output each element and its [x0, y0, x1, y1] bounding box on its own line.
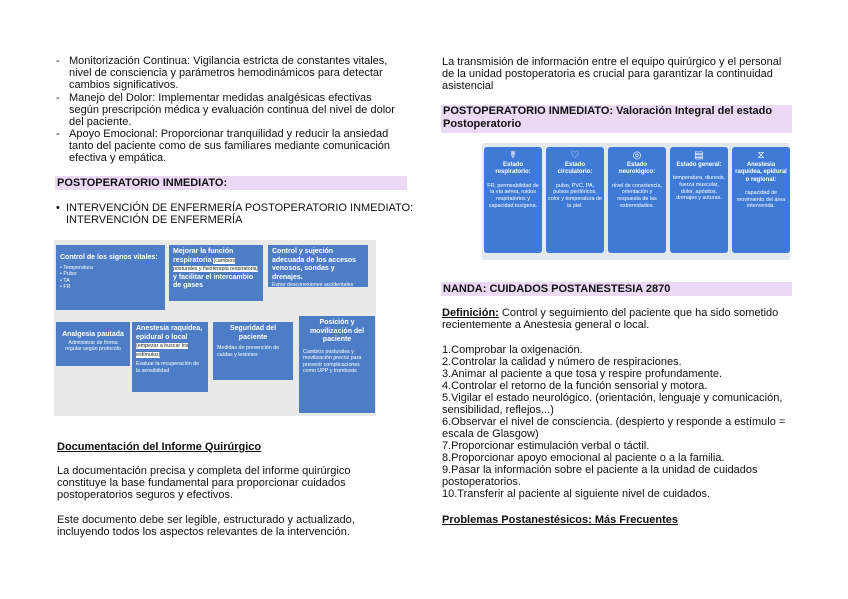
intervention-line: INTERVENCIÓN DE ENFERMERÍA — [66, 214, 243, 226]
dash-bullet: - — [56, 92, 60, 104]
assessment-cards-diagram — [482, 143, 790, 260]
dash-bullet: - — [56, 55, 60, 67]
list-item: 10.Transferir al paciente al siguiente nivel de cuidados. — [442, 488, 711, 500]
card-title: Estado neurológico: — [618, 162, 656, 176]
doc-paragraph-line: constituye la base fundamental para proporcionar cuidados — [57, 477, 346, 489]
vital-item: • Temperatura — [60, 264, 93, 271]
bullet-line: efectiva y empática. — [69, 152, 167, 164]
dash-bullet: - — [56, 128, 60, 140]
venous-access-title: Control y sujeción adecuada de los accesos venosos, sondas y drenajes. — [272, 248, 357, 281]
bullet-line: cambios significativos. — [69, 79, 179, 91]
lungs-icon: ☤ — [509, 150, 517, 161]
bullet-line: Manejo del Dolor: Implementar medidas analgésicas efectivas — [69, 92, 372, 104]
card-sub: pulso, PVC, PA, pulsos periféricos, color y temperatura de la piel. — [548, 182, 602, 209]
problems-heading: Problemas Postanestésicos: Más Frecuentes — [442, 514, 678, 526]
position-sub: Cambios posturales y movilización precoz para prevenir complicaciones como UPP y trombosis — [303, 348, 362, 375]
brain-icon: ◎ — [632, 150, 642, 161]
list-item: 9.Pasar la información sobre el paciente a la unidad de cuidados — [442, 464, 758, 476]
definition-line: Definición: Control y seguimiento del paciente que ha sido sometido — [442, 307, 779, 319]
list-item: 1.Comprobar la oxigenación. — [442, 344, 583, 356]
clipboard-icon: ▤ — [694, 150, 704, 161]
bullet-line: Apoyo Emocional: Proporcionar tranquilidad y reducir la ansiedad — [69, 128, 389, 140]
card-neurological — [608, 147, 666, 253]
analgesia-title: Analgesia pautada — [62, 331, 124, 338]
bullet-line: tanto del paciente como de sus familiares mediante comunicación — [69, 140, 391, 152]
nursing-intervention-diagram — [54, 240, 376, 416]
list-item: 6.Observar el nivel de consciencia. (despierto y responde a estímulo = — [442, 416, 786, 428]
intervention-line: INTERVENCIÓN DE ENFERMERÍA POSTOPERATORIO INMEDIATO: — [66, 202, 414, 214]
list-item: postoperatorios. — [442, 476, 521, 488]
spine-icon: ⧖ — [757, 150, 765, 161]
anesthesia-title: Anestesia raquídea, epidural o local (empezar a buscar los estímulos) — [136, 325, 203, 358]
list-item: 5.Vigilar el estado neurológico. (orientación, lenguaje y comunicación, — [442, 392, 783, 404]
anesthesia-box — [132, 322, 208, 392]
doc-paragraph-line: La documentación precisa y completa del informe quirúrgico — [57, 465, 351, 477]
analgesia-box — [56, 322, 130, 366]
definition-line: recientemente a Anestesia general o local. — [442, 319, 650, 331]
intro-line: La transmisión de información entre el equipo quirúrgico y el personal — [442, 56, 782, 68]
vital-signs-box — [56, 245, 165, 310]
list-item: 2.Controlar la calidad y número de respiraciones. — [442, 356, 682, 368]
list-item: 4.Controlar el retorno de la función sensorial y motora. — [442, 380, 708, 392]
list-item: 3.Animar al paciente a que tosa y respire profundamente. — [442, 368, 723, 380]
heading-valoracion-integral: POSTOPERATORIO INMEDIATO: Valoración Integral del estado Postoperatorio — [441, 105, 792, 133]
doc-paragraph-line: Este documento debe ser legible, estructurado y actualizado, — [57, 514, 355, 526]
doc-paragraph-line: incluyendo todos los aspectos relevantes de la intervención. — [57, 526, 350, 538]
list-item: sensibilidad, reflejos...) — [442, 404, 554, 416]
list-item: 8.Proporcionar apoyo emocional al paciente o a la familia. — [442, 452, 725, 464]
heading-nanda: NANDA: CUIDADOS POSTANESTESIA 2870 — [441, 282, 792, 296]
card-sub: nivel de consciencia, orientación y respuesta de las extremidades. — [612, 182, 662, 209]
card-title: Anestesia raquídea, epidural o regional: — [735, 162, 787, 183]
card-title: Estado respiratorio: — [495, 162, 531, 176]
safety-sub: Medidas de prevención de caídas y lesiones — [217, 345, 280, 358]
list-item: 7.Proporcionar estimulación verbal o táctil. — [442, 440, 650, 452]
card-title: Estado circulatorio: — [557, 162, 593, 176]
respiratory-title: Mejorar la función respiratoria (cambios posturales y fisioterapia respiratoria) y facilitar el intercambio de gases — [173, 248, 259, 289]
position-box — [299, 316, 375, 413]
card-sub: capacidad de movimiento del área intervenida. — [736, 190, 786, 210]
analgesia-sub: Administrar de forma regular según protocolo — [65, 339, 121, 353]
card-respiratory — [484, 147, 542, 253]
bullet-dot: • — [56, 202, 60, 214]
vital-item: • Pulso — [60, 271, 77, 278]
safety-title: Seguridad del paciente — [229, 325, 277, 341]
anesthesia-sub: Evaluar la recuperación de la sensibilidad — [136, 361, 200, 374]
intro-line: de la unidad postoperatoria es crucial para garantizar la continuidad — [442, 68, 773, 80]
bullet-line: del paciente. — [69, 116, 132, 128]
card-general — [670, 147, 728, 253]
bullet-line: Monitorización Continua: Vigilancia estricta de constantes vitales, — [69, 55, 388, 67]
vital-item: • FR — [60, 284, 71, 291]
bullet-line: nivel de consciencia y parámetros hemodinámicos para detectar — [69, 67, 383, 79]
card-sub: FR, permeabilidad de la vía aérea, ruidos respiratorios y capacidad tusígena. — [487, 182, 539, 209]
venous-access-sub: Evitar desconexiones accidentales — [272, 282, 354, 287]
respiratory-box — [169, 245, 263, 301]
doc-paragraph-line: postoperatorios seguros y efectivos. — [57, 489, 234, 501]
safety-box — [213, 322, 293, 380]
card-title: Estado general: — [676, 162, 722, 168]
venous-access-box — [268, 245, 368, 287]
intro-line: asistencial — [442, 80, 494, 92]
position-title: Posición y movilización del paciente — [309, 319, 365, 343]
card-sub: temperatura, diuresis, fuerza muscular, dolor, apósitos, drenajes y suturas. — [672, 175, 726, 202]
card-anesthesia — [732, 147, 790, 253]
vital-signs-title: Control de los signos vitales: — [60, 254, 158, 261]
documentation-heading: Documentación del Informe Quirúrgico — [57, 441, 262, 453]
heart-icon: ♡ — [570, 150, 580, 161]
vital-item: • TA — [60, 277, 70, 284]
section-heading-postoperatorio: POSTOPERATORIO INMEDIATO: — [55, 176, 407, 190]
bullet-line: según prescripción médica y evaluación continua del nivel de dolor — [69, 104, 395, 116]
list-item: escala de Glasgow) — [442, 428, 539, 440]
card-circulatory — [546, 147, 604, 253]
